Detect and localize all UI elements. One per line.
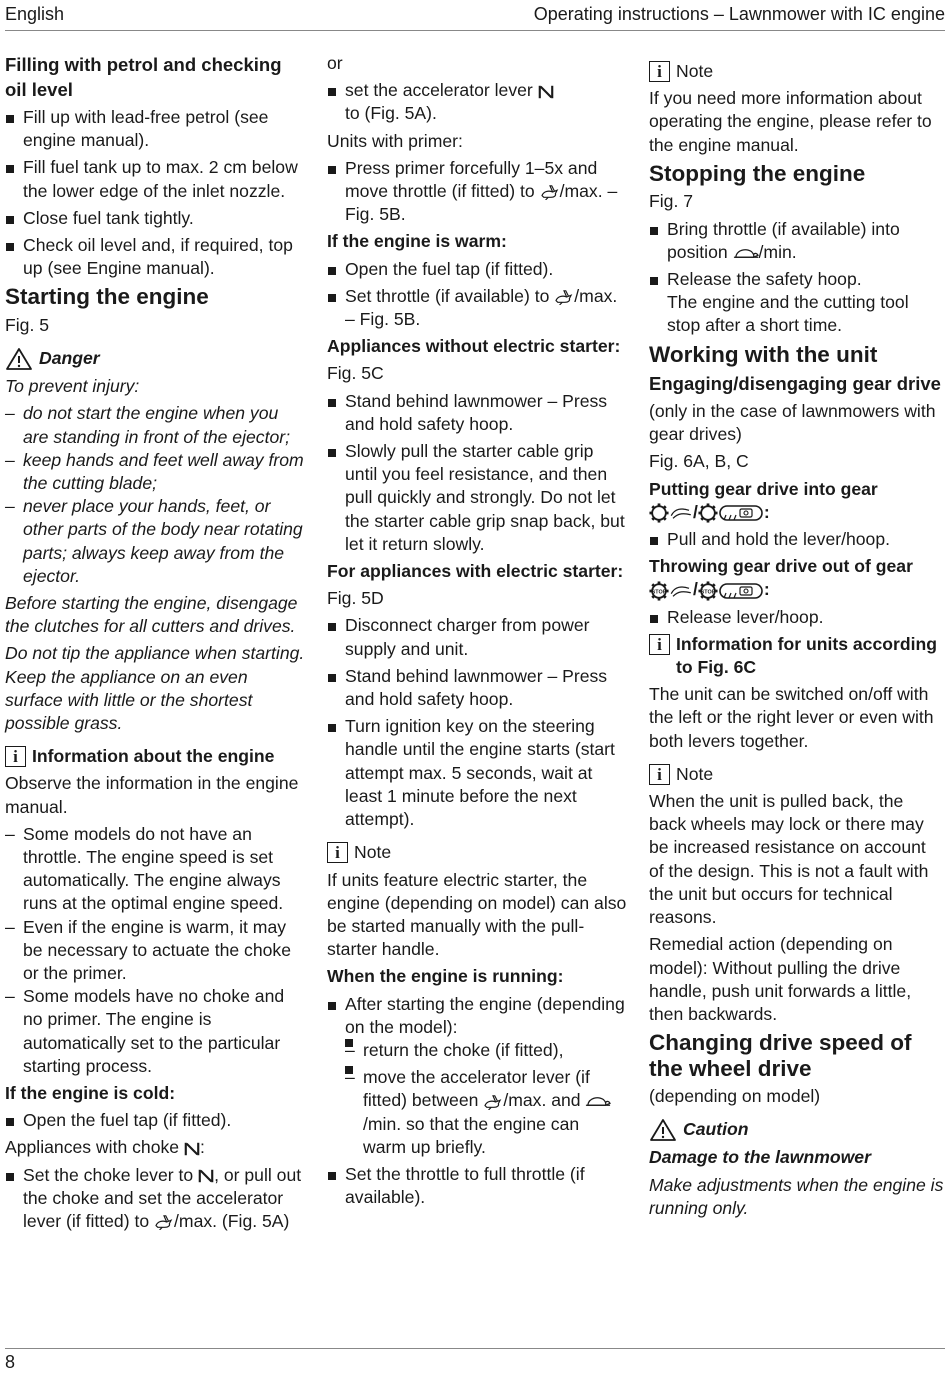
put-gear-list: [649, 528, 945, 551]
header-rule: [5, 30, 945, 31]
choke-list: [5, 1164, 305, 1234]
heading-starting-engine: Starting the engine: [5, 284, 209, 310]
cold-list: [5, 1109, 305, 1132]
list-item: – Some models have no choke and no primer. The engine is automatically set to the particular starting process.: [5, 985, 305, 1078]
heading-working: Working with the unit: [649, 341, 878, 367]
list-item: Stand behind lawnmower – Press and hold safety hoop.: [327, 665, 627, 711]
choke-icon: [198, 1168, 214, 1184]
warning-triangle-icon: [649, 1118, 677, 1142]
note-heading: [327, 841, 627, 864]
hare-max-icon: [554, 289, 574, 305]
danger-paragraph: Do not tip the appliance when starting. Keep the appliance on an even surface with little or the shortest possible grass.: [5, 643, 305, 733]
column-middle: [327, 52, 627, 1213]
list-item: – move the accelerator lever (if fitted) between /max. and /min. so that the engine can warm up briefly.: [345, 1066, 627, 1159]
info-box-icon: i: [649, 634, 670, 655]
info-paragraph: Observe the information in the engine manual.: [5, 773, 299, 817]
list-item: Check oil level and, if required, top up (see Engine manual).: [5, 234, 305, 280]
stop-list: [649, 218, 945, 338]
caution-paragraph: Make adjustments when the engine is running only.: [649, 1174, 944, 1218]
page-number: 8: [5, 1352, 16, 1372]
note-title: Note: [676, 763, 714, 784]
running-sublist: [345, 1039, 627, 1159]
list-item: Release lever/hoop.: [649, 606, 945, 629]
list-item: After starting the engine (depending on the model): – return the choke (if fitted), – move the accelerator lever (if fitted) between /max. and /min. so that the engine can warm up briefly.: [327, 993, 627, 1159]
note-paragraph: If units feature electric starter, the engine (depending on model) can also be started manually with the pull-starter handle.: [327, 869, 627, 960]
heading-throw-gear: Throwing gear drive out of gear / :: [649, 556, 913, 600]
danger-title: Danger: [39, 348, 100, 369]
figure-ref: Fig. 5D: [327, 588, 384, 609]
handle-bar-icon: [718, 581, 764, 601]
gear-disengage-icon: [649, 581, 669, 601]
heading-put-gear: Putting gear drive into gear / :: [649, 478, 878, 522]
choke-intro: Appliances with choke :: [5, 1137, 205, 1158]
danger-intro: To prevent injury:: [5, 376, 140, 397]
list-item: Stand behind lawnmower – Press and hold safety hoop.: [327, 390, 627, 436]
primer-list: [327, 157, 627, 227]
list-item: – Some models do not have an throttle. The engine speed is set automatically. The engine always runs at the optimal engine speed.: [5, 823, 305, 916]
figure-ref: Fig. 6A, B, C: [649, 451, 749, 472]
list-item: Open the fuel tap (if fitted).: [327, 258, 627, 281]
heading-electric-starter: For appliances with electric starter:: [327, 561, 624, 582]
list-item: Disconnect charger from power supply and unit.: [327, 614, 627, 660]
list-item: Fill fuel tank up to max. 2 cm below the lower edge of the inlet nozzle.: [5, 156, 305, 202]
language-label: English: [5, 4, 65, 24]
info-list: [5, 823, 305, 1078]
turtle-min-icon: [733, 246, 759, 261]
list-item: Set the choke lever to , or pull out the choke and set the accelerator lever (if fitted) to /max. (Fig. 5A): [5, 1164, 305, 1234]
list-item: – return the choke (if fitted),: [345, 1039, 627, 1062]
note-paragraph: When the unit is pulled back, the back wheels may lock or there may be increased resistance on account of the design. This is not a fault with the unit but occurs for technical reasons.: [649, 791, 929, 928]
accelerator-list: [327, 79, 627, 125]
warning-triangle-icon: [5, 347, 33, 371]
column-left: [5, 52, 305, 1237]
info-box-icon: i: [649, 764, 670, 785]
gear-engage-icon: [649, 503, 669, 523]
info-box-icon: i: [649, 61, 670, 82]
gear-disengage-icon: [698, 581, 718, 601]
or-text: or: [327, 53, 343, 73]
note-heading: [649, 763, 945, 786]
info-box-icon: i: [327, 842, 348, 863]
list-item: Turn ignition key on the steering handle until the engine starts (start attempt max. 5 seconds, wait at least 1 minute before the next attempt).: [327, 715, 627, 831]
list-item: Close fuel tank tightly.: [5, 207, 305, 230]
danger-heading: [5, 347, 305, 371]
gear-paragraph: (only in the case of lawnmowers with gear drives): [649, 401, 936, 445]
heading-engine-running: When the engine is running:: [327, 966, 564, 987]
info-box-icon: i: [5, 746, 26, 767]
primer-intro: Units with primer:: [327, 130, 463, 151]
heading-engine-cold: If the engine is cold:: [5, 1083, 176, 1104]
turtle-min-icon: [585, 1094, 611, 1109]
hare-max-icon: [540, 184, 560, 200]
document-title: Operating instructions – Lawnmower with IC engine: [533, 4, 945, 24]
caution-subtitle: Damage to the lawnmower: [649, 1147, 871, 1168]
electric-list: [327, 614, 627, 831]
footer-rule: [5, 1348, 945, 1349]
handle-bar-icon: [718, 503, 764, 523]
choke-icon: [538, 84, 554, 100]
running-list: [327, 993, 627, 1210]
heading-no-electric-starter: Appliances without electric starter:: [327, 336, 621, 357]
caution-title: Caution: [683, 1119, 749, 1140]
list-item: Bring throttle (if available) into position /min.: [649, 218, 945, 264]
heading-gear-drive: Engaging/disengaging gear drive: [649, 373, 941, 395]
list-item: Slowly pull the starter cable grip until you feel resistance, and then pull quickly and strongly. Do not let the starter cable grip snap back, but let it return slowly.: [327, 440, 627, 556]
remedial-paragraph: Remedial action (depending on model): Without pulling the drive handle, push unit forwards a little, then backwards.: [649, 934, 912, 1024]
page-header: [5, 4, 945, 28]
list-item: Open the fuel tap (if fitted).: [5, 1109, 305, 1132]
info-title: Information about the engine: [32, 746, 275, 767]
figure-ref: Fig. 5C: [327, 363, 384, 384]
list-item: Pull and hold the lever/hoop.: [649, 528, 945, 551]
note-title: Note: [354, 842, 392, 863]
info-title: Information for units according to Fig. 6C: [676, 633, 937, 678]
heading-stopping-engine: Stopping the engine: [649, 160, 866, 186]
list-item: – never place your hands, feet, or other parts of the body near rotating parts; always keep away from the ejector.: [5, 495, 305, 588]
gear-engage-icon: [698, 503, 718, 523]
list-item: Set the throttle to full throttle (if available).: [327, 1163, 627, 1209]
list-item: Release the safety hoop. The engine and the cutting tool stop after a short time.: [649, 268, 945, 338]
column-right: [649, 52, 945, 1224]
list-item: Press primer forcefully 1–5x and move throttle (if fitted) to /max. – Fig. 5B.: [327, 157, 627, 227]
list-item: Set throttle (if available) to /max. – Fig. 5B.: [327, 285, 627, 331]
hare-max-icon: [483, 1094, 503, 1110]
fill-list: [5, 106, 305, 280]
list-item: Fill up with lead-free petrol (see engine manual).: [5, 106, 305, 152]
list-item: – keep hands and feet well away from the cutting blade;: [5, 449, 305, 495]
throw-gear-list: [649, 606, 945, 629]
no-electric-list: [327, 390, 627, 556]
hare-max-icon: [154, 1214, 174, 1230]
figure-ref: Fig. 7: [649, 191, 694, 212]
note-heading: [649, 60, 945, 83]
hand-lever-icon: [669, 583, 693, 599]
choke-icon: [184, 1141, 200, 1157]
heading-engine-warm: If the engine is warm:: [327, 231, 507, 252]
speed-paragraph: (depending on model): [649, 1086, 821, 1107]
danger-list: [5, 402, 305, 588]
info-paragraph: The unit can be switched on/off with the left or the right lever or even with both levers together.: [649, 684, 934, 751]
warm-list: [327, 258, 627, 332]
heading-drive-speed: Changing drive speed of the wheel drive: [649, 1030, 912, 1081]
caution-heading: [649, 1118, 945, 1142]
hand-lever-icon: [669, 505, 693, 521]
note-title: Note: [676, 61, 714, 81]
list-item: set the accelerator lever to (Fig. 5A).: [327, 79, 627, 125]
info-heading: [5, 745, 305, 768]
info-heading: [649, 633, 945, 679]
heading-filling-petrol: Filling with petrol and checking oil level: [5, 54, 282, 100]
figure-ref: Fig. 5: [5, 314, 50, 335]
list-item: – Even if the engine is warm, it may be necessary to actuate the choke or the primer.: [5, 916, 305, 986]
danger-paragraph: Before starting the engine, disengage the clutches for all cutters and drives.: [5, 592, 298, 637]
note-paragraph: If you need more information about operating the engine, please refer to the engine manual.: [649, 88, 932, 155]
list-item: – do not start the engine when you are standing in front of the ejector;: [5, 402, 305, 448]
